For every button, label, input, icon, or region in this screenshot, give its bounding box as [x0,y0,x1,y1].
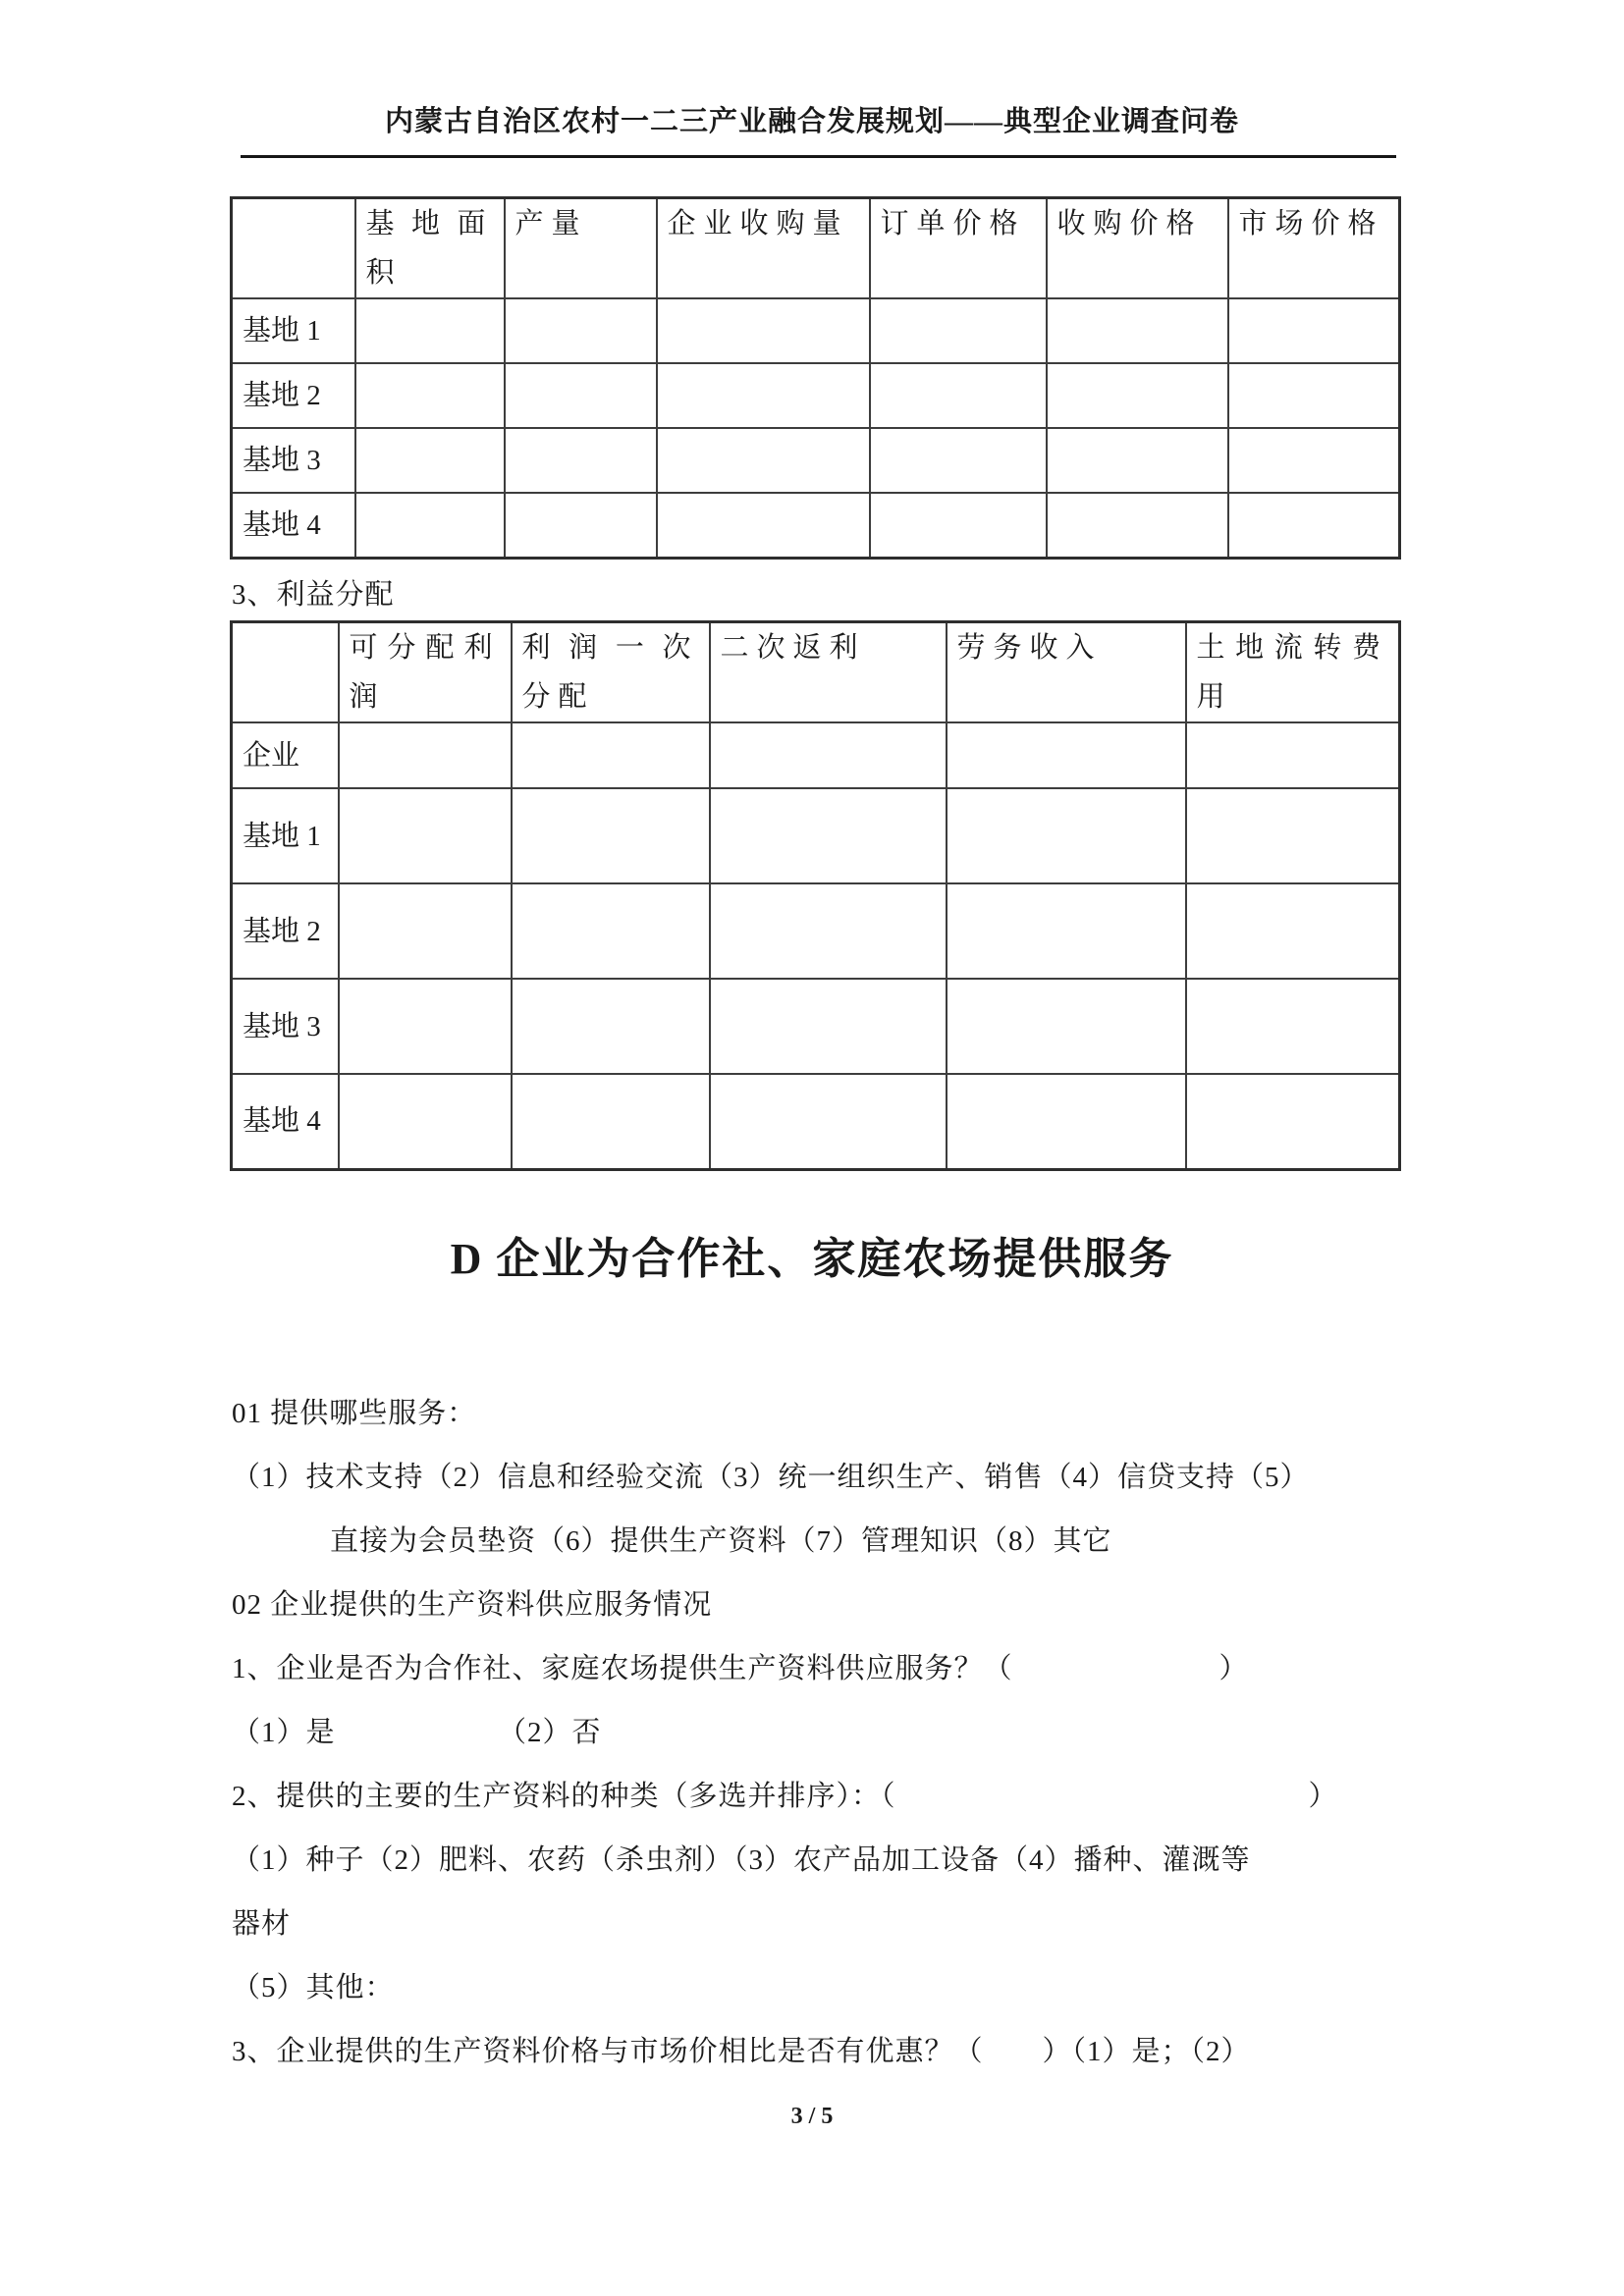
data-cell [339,883,512,979]
data-cell [710,979,947,1074]
data-cell [870,363,1047,428]
header-cell: 基地面积 [355,198,505,299]
data-cell [1186,883,1400,979]
table-row [232,788,1400,883]
data-cell [505,428,657,493]
table-row [232,1074,1400,1169]
data-cell [947,722,1186,788]
document-header-title: 内蒙古自治区农村一二三产业融合发展规划——典型企业调查问卷 [384,106,1239,137]
data-cell [512,788,710,883]
benefit-distribution-table [230,620,1401,1171]
data-cell [505,298,657,363]
question-options-line: 直接为会员垫资（6）提供生产资料（7）管理知识（8）其它 [330,1525,1112,1557]
question-options-line: （1）技术支持（2）信息和经验交流（3）统一组织生产、销售（4）信贷支持（5） [232,1462,1310,1493]
section-d-heading: D 企业为合作社、家庭农场提供服务 [450,1235,1174,1283]
benefit-distribution-table-grid [230,620,1401,1171]
table-header-row [232,622,1400,723]
data-cell [355,428,505,493]
data-cell [947,788,1186,883]
table-header-row [232,198,1400,299]
base-purchase-table [230,196,1401,560]
table-row [232,298,1400,363]
data-cell [657,298,870,363]
data-cell [947,883,1186,979]
header-cell: 收购价格 [1047,198,1228,299]
question-options-line: （1）是 （2）否 [232,1717,602,1748]
row-label: 基地 4 [232,1074,339,1169]
data-cell [657,493,870,558]
data-cell [1186,788,1400,883]
question-line: 02 企业提供的生产资料供应服务情况 [232,1589,713,1621]
data-cell [870,428,1047,493]
header-cell [232,198,355,299]
data-cell [1228,363,1400,428]
data-cell [505,363,657,428]
data-cell [512,1074,710,1169]
data-cell [1186,979,1400,1074]
row-label: 基地 3 [232,979,339,1074]
row-label: 基地 2 [232,883,339,979]
data-cell [339,722,512,788]
header-cell: 二次返利 [710,622,947,723]
data-cell [710,788,947,883]
table-row [232,979,1400,1074]
data-cell [512,722,710,788]
data-cell [339,788,512,883]
data-cell [710,722,947,788]
data-cell [1047,298,1228,363]
data-cell [1047,428,1228,493]
data-cell [657,363,870,428]
row-label: 基地 1 [232,788,339,883]
data-cell [339,1074,512,1169]
row-label: 基地 1 [232,298,355,363]
data-cell [355,298,505,363]
page-number: 3 / 5 [790,2104,834,2129]
base-purchase-table-grid [230,196,1401,560]
table-row [232,363,1400,428]
header-cell: 产量 [505,198,657,299]
data-cell [1186,1074,1400,1169]
header-cell: 可分配利润 [339,622,512,723]
row-label: 基地 3 [232,428,355,493]
data-cell [1047,493,1228,558]
header-cell: 土地流转费用 [1186,622,1400,723]
data-cell [505,493,657,558]
data-cell [947,1074,1186,1169]
row-label: 基地 2 [232,363,355,428]
question-line: 2、提供的主要的生产资料的种类（多选并排序）：（ ） [232,1781,1338,1812]
question-line: 3、企业提供的生产资料价格与市场价相比是否有优惠？（ ）（1）是；（2） [232,2036,1251,2067]
header-cell: 市场价格 [1228,198,1400,299]
question-line: 1、企业是否为合作社、家庭农场提供生产资料供应服务？（ ） [232,1653,1249,1684]
data-cell [512,979,710,1074]
question-options-line: （1）种子（2）肥料、农药（杀虫剂）（3）农产品加工设备（4）播种、灌溉等 [232,1844,1251,1876]
table-row [232,493,1400,558]
data-cell [1228,428,1400,493]
data-cell [1228,493,1400,558]
data-cell [355,363,505,428]
question-line: 01 提供哪些服务： [232,1398,477,1429]
data-cell [339,979,512,1074]
header-divider [241,155,1396,158]
data-cell [870,493,1047,558]
header-cell: 劳务收入 [947,622,1186,723]
data-cell [657,428,870,493]
row-label: 基地 4 [232,493,355,558]
data-cell [947,979,1186,1074]
header-cell: 利润一次分配 [512,622,710,723]
data-cell [512,883,710,979]
header-cell [232,622,339,723]
data-cell [870,298,1047,363]
question-options-line: 器材 [232,1908,292,1940]
table-row [232,722,1400,788]
table-row [232,883,1400,979]
data-cell [355,493,505,558]
section-heading-benefit-distribution: 3、利益分配 [232,579,395,611]
header-cell: 订单价格 [870,198,1047,299]
data-cell [1228,298,1400,363]
data-cell [1186,722,1400,788]
data-cell [710,883,947,979]
data-cell [1047,363,1228,428]
header-cell: 企业收购量 [657,198,870,299]
data-cell [710,1074,947,1169]
table-row [232,428,1400,493]
question-options-line: （5）其他： [232,1972,395,2003]
row-label: 企业 [232,722,339,788]
